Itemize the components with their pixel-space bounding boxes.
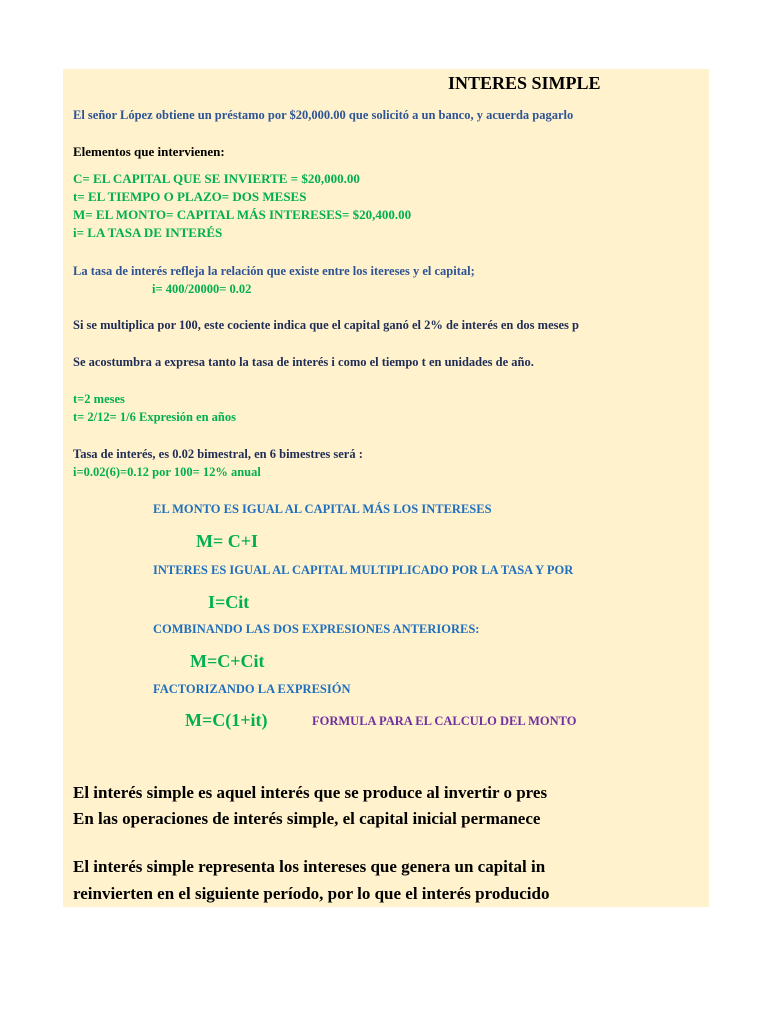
paragraph-4: reinvierten en el siguiente período, por lo que el interés producido bbox=[73, 884, 550, 903]
rate-annual: i=0.02(6)=0.12 por 100= 12% anual bbox=[73, 465, 261, 479]
custom-text: Se acostumbra a expresa tanto la tasa de interés i como el tiempo t en unidades de año. bbox=[73, 355, 534, 369]
time-line-years: t= 2/12= 1/6 Expresión en años bbox=[73, 410, 236, 424]
element-rate: i= LA TASA DE INTERÉS bbox=[73, 225, 223, 240]
interes-formula: I=Cit bbox=[208, 592, 250, 612]
time-line-months: t=2 meses bbox=[73, 392, 125, 406]
factor-label: FACTORIZANDO LA EXPRESIÓN bbox=[153, 682, 351, 696]
factored-formula: M=C(1+it) bbox=[185, 710, 268, 730]
monto-formula: M= C+I bbox=[196, 531, 259, 551]
interes-label: INTERES ES IGUAL AL CAPITAL MULTIPLICADO POR LA TASA Y POR bbox=[153, 563, 574, 577]
monto-label: EL MONTO ES IGUAL AL CAPITAL MÁS LOS INTERESES bbox=[153, 502, 492, 516]
paragraph-3: El interés simple representa los intereses que genera un capital in bbox=[73, 857, 546, 876]
combine-label: COMBINANDO LAS DOS EXPRESIONES ANTERIORES: bbox=[153, 622, 480, 636]
rate-explanation: La tasa de interés refleja la relación que existe entre los itereses y el capital; bbox=[73, 264, 475, 278]
element-capital: C= EL CAPITAL QUE SE INVIERTE = $20,000.00 bbox=[73, 171, 360, 186]
document-title: INTERES SIMPLE bbox=[448, 73, 601, 93]
paragraph-2: En las operaciones de interés simple, el capital inicial permanece bbox=[73, 809, 541, 828]
element-time: t= EL TIEMPO O PLAZO= DOS MESES bbox=[73, 189, 307, 204]
combined-formula: M=C+Cit bbox=[190, 651, 265, 671]
spreadsheet-clip bbox=[63, 69, 630, 907]
elements-heading: Elementos que intervienen: bbox=[73, 144, 225, 159]
rate-calculation: i= 400/20000= 0.02 bbox=[152, 282, 252, 296]
rate-bimonthly: Tasa de interés, es 0.02 bimestral, en 6 bimestres será : bbox=[73, 447, 363, 461]
multiply-text: Si se multiplica por 100, este cociente indica que el capital ganó el 2% de interés en dos meses p bbox=[73, 318, 579, 332]
factored-note: FORMULA PARA EL CALCULO DEL MONTO bbox=[312, 714, 577, 728]
spreadsheet-area bbox=[63, 69, 709, 907]
element-amount: M= EL MONTO= CAPITAL MÁS INTERESES= $20,400.00 bbox=[73, 207, 412, 222]
paragraph-1: El interés simple es aquel interés que se produce al invertir o pres bbox=[73, 783, 548, 802]
intro-text: El señor López obtiene un préstamo por $20,000.00 que solicitó a un banco, y acuerda pagarlo bbox=[73, 108, 574, 122]
